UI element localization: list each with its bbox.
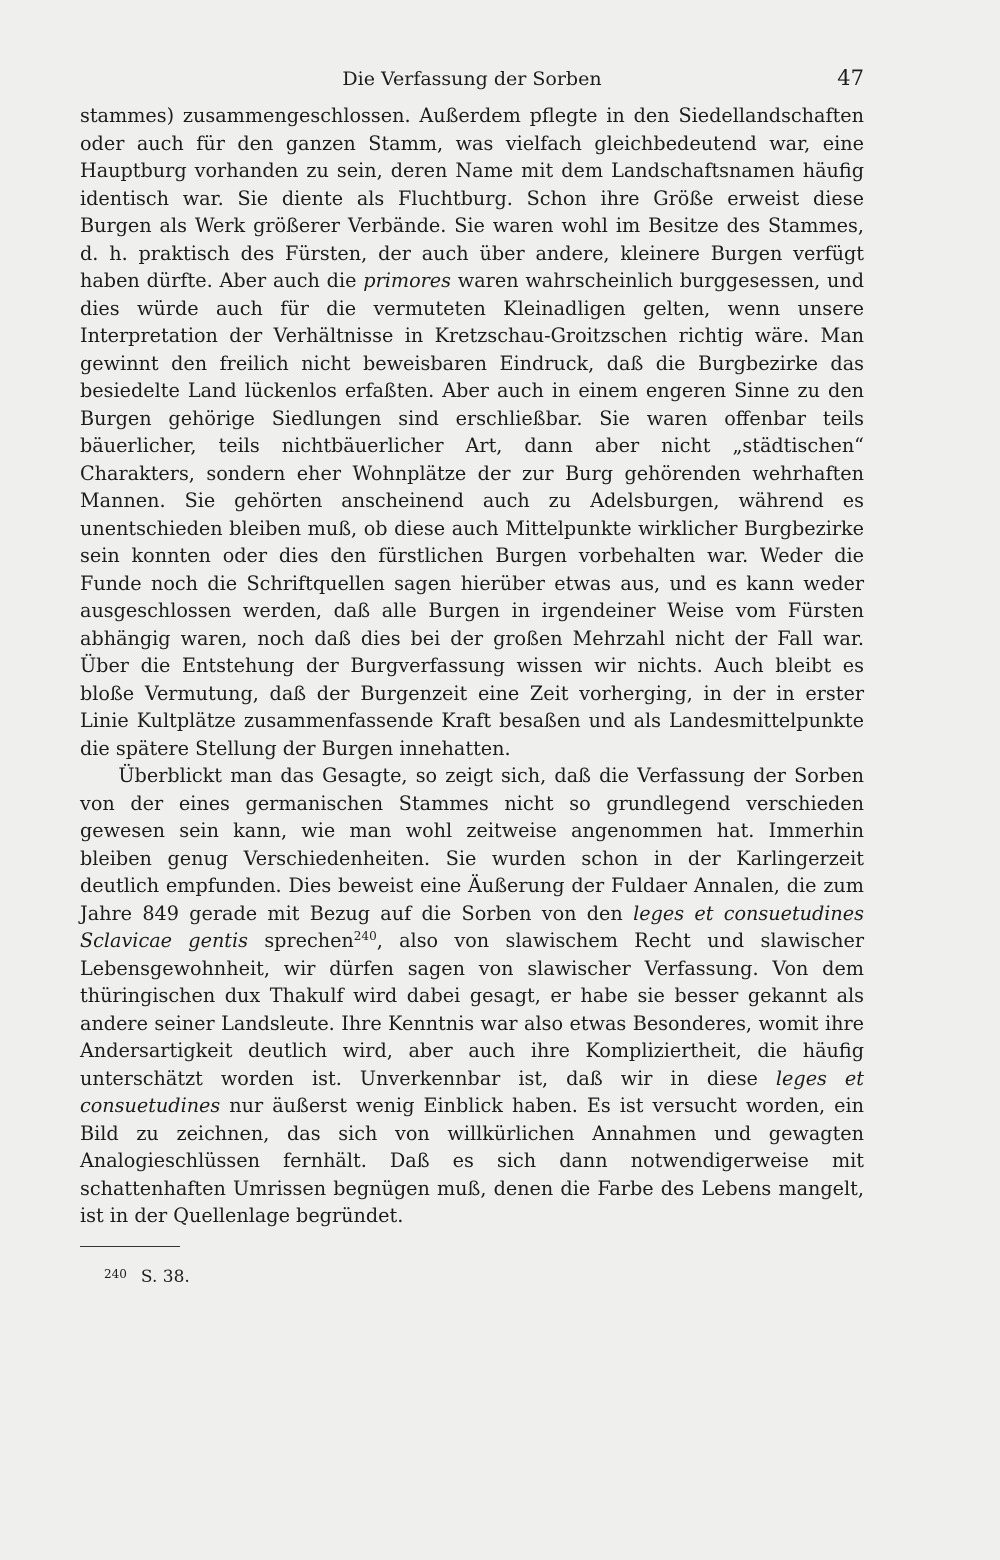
footnote bbox=[80, 1267, 864, 1287]
book-page bbox=[80, 62, 864, 1287]
paragraph-2-text-c: , also von slawischem Recht und slawischer Lebensgewohnheit, wir dürfen sagen von slawischer Verfassung. Von dem thüringischen dux Thakulf wird dabei gesagt, er habe sie besser gekannt als andere seiner Landsleute. Ihre Kenntnis war also etwas Besonderes, womit ihre Andersartigkeit deutlich wird, aber auch ihre Kompliziertheit, die häufig unterschätzt worden ist. Unverkennbar ist, daß wir in diese bbox=[80, 929, 864, 1090]
footnote-number: 240 bbox=[104, 1266, 127, 1281]
paragraph-1-italic-primores: primores bbox=[363, 269, 451, 292]
paragraph-2-text-b: sprechen bbox=[248, 929, 354, 952]
page-number: 47 bbox=[837, 66, 864, 90]
footnote-text: S. 38. bbox=[140, 1266, 190, 1287]
paragraph-2-text-a: Überblickt man das Gesagte, so zeigt sich, daß die Verfassung der Sorben von der eines germanischen Stammes nicht so grundlegend verschieden gewesen sein kann, wie man wohl zeitweise angenommen hat. Immerhin bleiben genug Verschiedenheiten. Sie wurden schon in der Karlingerzeit deutlich empfunden. Dies beweist eine Äußerung der Fuldaer Annalen, die zum Jahre 849 gerade mit Bezug auf die Sorben von den bbox=[80, 764, 864, 925]
running-title: Die Verfassung der Sorben bbox=[342, 68, 602, 90]
paragraph-2-italic-leges-gentis: leges et consuetudines Sclavicae gentis bbox=[80, 901, 864, 952]
paragraph-1-text-a: stammes) zusammengeschlossen. Außerdem pflegte in den Siedellandschaften oder auch für den ganzen Stamm, was vielfach gleichbedeutend war, eine Hauptburg vorhanden zu sein, deren Name mit dem Landschaftsnamen häufig identisch war. Sie diente als Fluchtburg. Schon ihre Größe erweist diese Burgen als Werk größerer Verbände. Sie waren wohl im Besitze des Stammes, d. h. praktisch des Fürsten, der auch über andere, kleinere Burgen verfügt haben dürfte. Aber auch die bbox=[80, 104, 864, 292]
paragraph-2-text-d: nur äußerst wenig Einblick haben. Es ist versucht worden, ein Bild zu zeichnen, das sich von willkürlichen Annahmen und gewagten Analogieschlüssen fernhält. Daß es sich dann notwendigerweise mit schattenhaften Umrissen begnügen muß, denen die Farbe des Lebens mangelt, ist in der Quellenlage begründet. bbox=[80, 1094, 864, 1227]
paragraph-1-text-b: waren wahrscheinlich burggesessen, und dies würde auch für die vermuteten Kleinadligen gelten, wenn unsere Interpretation der Verhältnisse in Kretzschau-Groitzschen richtig wäre. Man gewinnt den freilich nicht beweisbaren Eindruck, daß die Burgbezirke das besiedelte Land lückenlos erfaßten. Aber auch in einem engeren Sinne zu den Burgen gehörige Siedlungen sind erschließbar. Sie waren offenbar teils bäuerlicher, teils nichtbäuerlicher Art, dann aber nicht „städtischen“ Charakters, sondern eher Wohnplätze der zur Burg gehörenden wehrhaften Mannen. Sie gehörten anscheinend auch zu Adelsburgen, während es unentschieden bleiben muß, ob diese auch Mittelpunkte wirklicher Burgbezirke sein konnten oder dies den fürstlichen Burgen vorbehalten war. Weder die Funde noch die Schriftquellen sagen hierüber etwas aus, und es kann weder ausgeschlossen werden, daß alle Burgen in irgendeiner Weise vom Fürsten abhängig waren, noch daß dies bei der großen Mehrzahl nicht der Fall war. Über die Entstehung der Burgverfassung wissen wir nichts. Auch bleibt es bloße Vermutung, daß der Burgenzeit eine Zeit vorherging, in der in erster Linie Kultplätze zusammenfassende Kraft besaßen und als Landesmittelpunkte die spätere Stellung der Burgen innehatten. bbox=[80, 269, 864, 760]
paragraph-2-italic-leges: leges et consuetudines bbox=[80, 1066, 864, 1117]
footnote-divider bbox=[80, 1246, 180, 1247]
footnote-reference[interactable]: 240 bbox=[353, 929, 377, 943]
paragraph-1 bbox=[80, 102, 864, 762]
paragraph-2 bbox=[80, 762, 864, 1230]
page-header bbox=[80, 62, 864, 102]
